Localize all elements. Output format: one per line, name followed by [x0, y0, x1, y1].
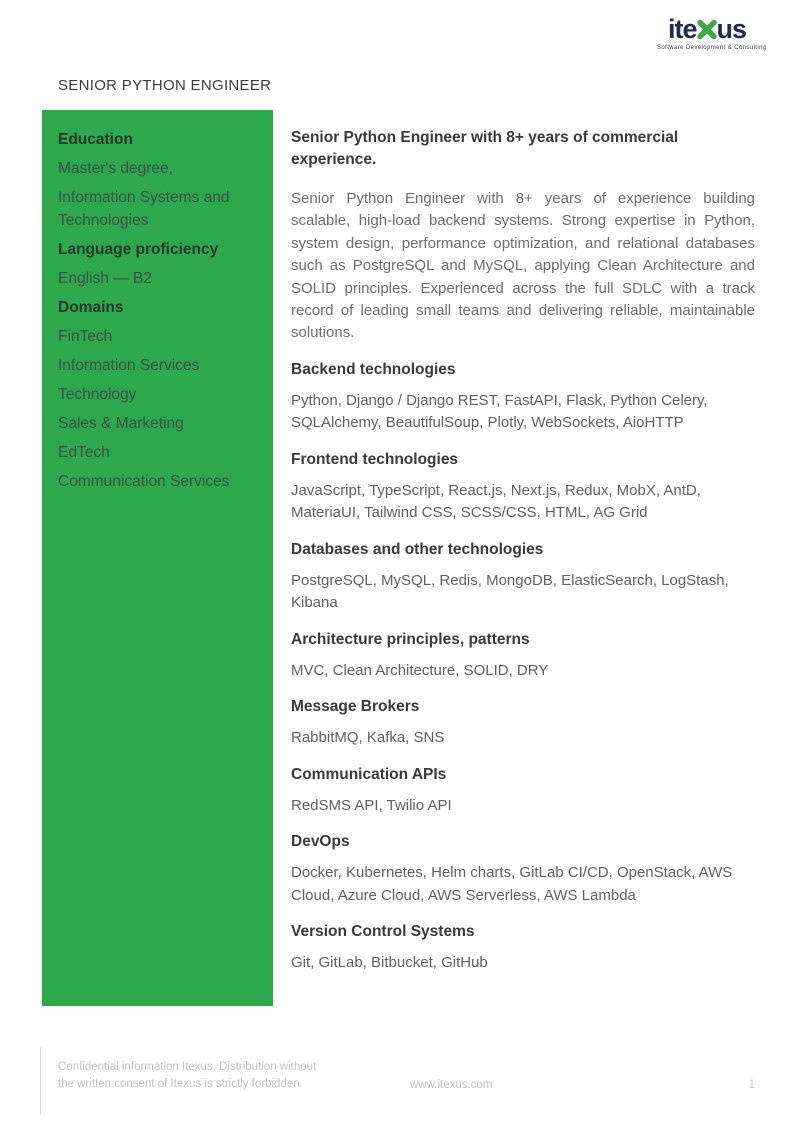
page-title: SENIOR PYTHON ENGINEER [58, 77, 272, 94]
sidebar-item-information-systems: Information Systems and Technologies [58, 189, 230, 229]
sidebar-item-technology: Technology [58, 386, 137, 403]
section-heading-frontend: Frontend technologies [291, 450, 459, 468]
sidebar-heading-language-proficiency: Language proficiency [58, 241, 219, 258]
footer-confidential-line2: the written consent of Itexus is strictly forbidden. [58, 1078, 303, 1090]
section-heading-architecture: Architecture principles, patterns [291, 630, 530, 648]
logo-green-x-icon [696, 18, 718, 45]
section-heading-message-brokers: Message Brokers [291, 698, 420, 716]
sidebar-item-masters-degree: Master's degree, [58, 160, 173, 177]
sidebar-item-sales-marketing: Sales & Marketing [58, 415, 184, 432]
sidebar-item-edtech: EdTech [58, 444, 110, 461]
sidebar-item-fintech: FinTech [58, 328, 113, 345]
section-heading-devops: DevOps [291, 833, 350, 851]
section-heading-communication-apis: Communication APIs [291, 765, 447, 783]
section-heading-version-control: Version Control Systems [291, 923, 475, 941]
logo-word-start: ite [667, 14, 697, 44]
footer-confidential-line1: Confidential information Itexus. Distribution without [58, 1061, 317, 1073]
main-content [291, 127, 755, 975]
footer-website-link[interactable]: www.itexus.com [410, 1079, 493, 1091]
logo-tagline: Software Development & Consulting [657, 45, 767, 51]
sidebar-heading-education: Education [58, 131, 133, 148]
section-heading-backend: Backend technologies [291, 360, 456, 378]
section-body-backend: Python, Django / Django REST, FastAPI, Flask, Python Celery, SQLAlchemy, BeautifulSoup, Plotly, WebSockets, AioHTTP [291, 391, 708, 432]
section-body-databases: PostgreSQL, MySQL, Redis, MongoDB, ElasticSearch, LogStash, Kibana [291, 571, 729, 612]
intro-paragraph: Senior Python Engineer with 8+ years of experience building scalable, high-load backend systems. Strong expertise in Python, system design, performance optimization, and relational databases such as PostgreSQL and MySQL, applying Clean Architecture and SOLID principles. Experienced across the full SDLC with a track record of leading small teams and delivering reliable, maintainable solutions. [291, 190, 755, 342]
footer-left-rule [40, 1047, 41, 1115]
itexus-logo [657, 14, 767, 51]
sidebar-heading-domains: Domains [58, 299, 124, 316]
section-body-devops: Docker, Kubernetes, Helm charts, GitLab CI/CD, OpenStack, AWS Cloud, Azure Cloud, AWS Serverless, AWS Lambda [291, 864, 733, 904]
itexus-logo-wordmark [657, 16, 757, 43]
section-body-frontend: JavaScript, TypeScript, React.js, Next.js, Redux, MobX, AntD, MateriaUI, Tailwind CSS, SCSS/CSS, HTML, AG Grid [291, 481, 701, 522]
footer-page-number: 1 [748, 1079, 755, 1091]
section-body-message-brokers: RabbitMQ, Kafka, SNS [291, 729, 445, 747]
sidebar-item-information-services: Information Services [58, 357, 200, 374]
section-body-version-control: Git, GitLab, Bitbucket, GitHub [291, 954, 488, 972]
section-body-communication-apis: RedSMS API, Twilio API [291, 796, 452, 814]
sidebar [42, 110, 273, 1006]
sidebar-item-communication-services: Communication Services [58, 473, 230, 490]
section-heading-databases: Databases and other technologies [291, 540, 544, 558]
sidebar-item-english-b2: English — B2 [58, 270, 152, 287]
section-body-architecture: MVC, Clean Architecture, SOLID, DRY [291, 661, 549, 679]
logo-word-end: us [716, 14, 747, 44]
footer-confidential-note [58, 1059, 316, 1093]
intro-heading: Senior Python Engineer with 8+ years of commercial experience. [291, 129, 679, 168]
